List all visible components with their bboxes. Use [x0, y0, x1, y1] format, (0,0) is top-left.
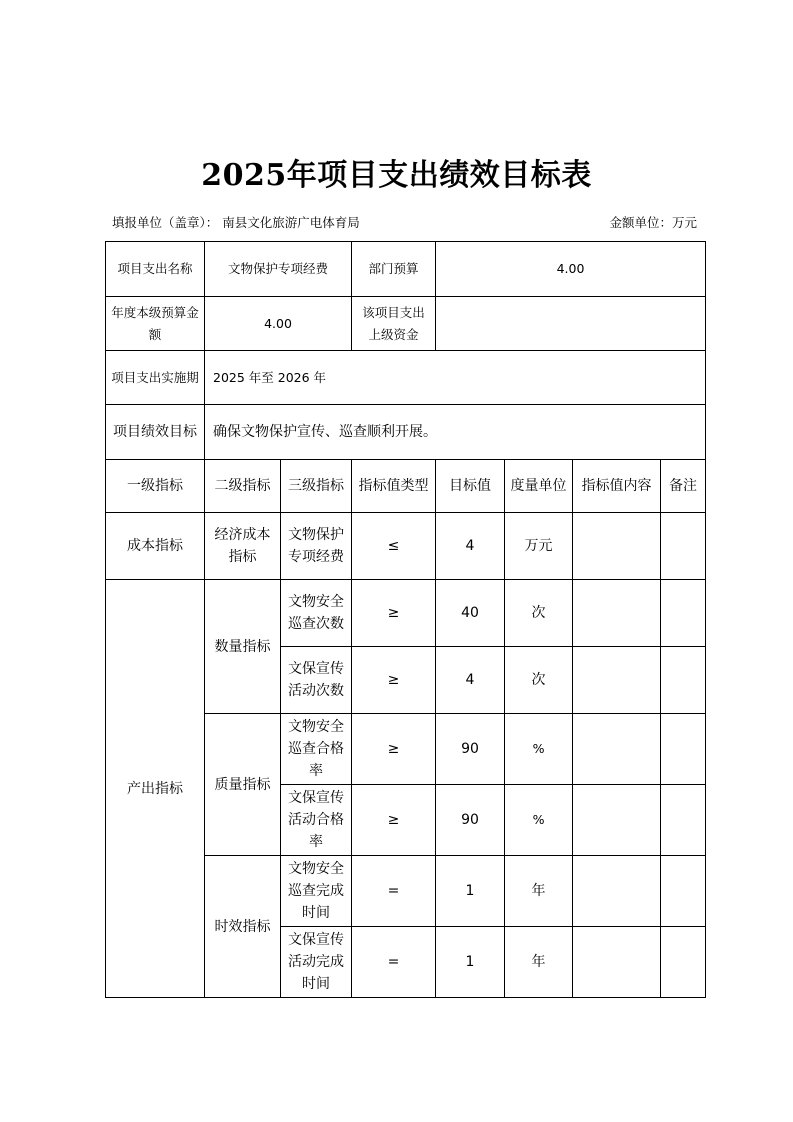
target-cell: 40: [436, 580, 505, 647]
filing-unit: [112, 213, 360, 231]
table-header-row: [106, 460, 706, 513]
level3-cell: 文物安全巡查完成时间: [281, 856, 352, 927]
project-name-value: 文物保护专项经费: [205, 242, 352, 297]
filing-unit-label: 填报单位（盖章）：: [112, 215, 219, 230]
output-indicator-label: 产出指标: [106, 580, 205, 998]
level3-cell: 文物安全巡查合格率: [281, 714, 352, 785]
header-level3: 三级指标: [281, 460, 352, 513]
table-row: [106, 513, 706, 580]
quantity-indicator-label: 数量指标: [205, 580, 281, 714]
value-type-cell: ≥: [352, 714, 436, 785]
target-cell: 4: [436, 513, 505, 580]
superior-funds-label: 该项目支出上级资金: [352, 297, 436, 351]
note-cell: [661, 927, 706, 998]
unit-cell: 年: [505, 927, 573, 998]
level3-cell: 文保宣传活动完成时间: [281, 927, 352, 998]
unit-cell: %: [505, 785, 573, 856]
goal-value: 确保文物保护宣传、巡查顺利开展。: [205, 405, 706, 460]
note-cell: [661, 856, 706, 927]
timeliness-indicator-label: 时效指标: [205, 856, 281, 998]
level3-cell: 文物安全巡查次数: [281, 580, 352, 647]
value-type-cell: =: [352, 856, 436, 927]
target-cell: 90: [436, 714, 505, 785]
unit-cell: 次: [505, 647, 573, 714]
project-name-label: 项目支出名称: [106, 242, 205, 297]
note-cell: [661, 647, 706, 714]
content-cell: [573, 927, 661, 998]
header-content: 指标值内容: [573, 460, 661, 513]
target-cell: 4: [436, 647, 505, 714]
period-label: 项目支出实施期: [106, 351, 205, 405]
value-type-cell: ≥: [352, 580, 436, 647]
header-unit: 度量单位: [505, 460, 573, 513]
filing-unit-value: 南县文化旅游广电体育局: [222, 215, 360, 230]
note-cell: [661, 513, 706, 580]
value-type-cell: =: [352, 927, 436, 998]
dept-budget-label: 部门预算: [352, 242, 436, 297]
header-target: 目标值: [436, 460, 505, 513]
unit-cell: %: [505, 714, 573, 785]
goal-label: 项目绩效目标: [106, 405, 205, 460]
content-cell: [573, 647, 661, 714]
quality-indicator-label: 质量指标: [205, 714, 281, 856]
header-level1: 一级指标: [106, 460, 205, 513]
dept-budget-value: 4.00: [436, 242, 706, 297]
target-cell: 1: [436, 927, 505, 998]
unit-cell: 万元: [505, 513, 573, 580]
annual-budget-label: 年度本级预算金额: [106, 297, 205, 351]
header-level2: 二级指标: [205, 460, 281, 513]
table-row: [106, 580, 706, 647]
target-cell: 1: [436, 856, 505, 927]
content-cell: [573, 856, 661, 927]
content-cell: [573, 785, 661, 856]
value-type-cell: ≤: [352, 513, 436, 580]
unit-cell: 次: [505, 580, 573, 647]
superior-funds-value: [436, 297, 706, 351]
note-cell: [661, 714, 706, 785]
value-type-cell: ≥: [352, 785, 436, 856]
cost-indicator-label: 成本指标: [106, 513, 205, 580]
period-value: 2025 年至 2026 年: [205, 351, 706, 405]
economic-cost-label: 经济成本指标: [205, 513, 281, 580]
amount-unit: 金额单位：万元: [609, 215, 697, 230]
note-cell: [661, 580, 706, 647]
header-value-type: 指标值类型: [352, 460, 436, 513]
content-cell: [573, 714, 661, 785]
target-cell: 90: [436, 785, 505, 856]
level3-cell: 文物保护专项经费: [281, 513, 352, 580]
content-cell: [573, 513, 661, 580]
level3-cell: 文保宣传活动次数: [281, 647, 352, 714]
document-title: 2025年项目支出绩效目标表: [201, 158, 592, 193]
value-type-cell: ≥: [352, 647, 436, 714]
note-cell: [661, 785, 706, 856]
performance-target-table: [105, 241, 706, 998]
annual-budget-value: 4.00: [205, 297, 352, 351]
level3-cell: 文保宣传活动合格率: [281, 785, 352, 856]
content-cell: [573, 580, 661, 647]
unit-cell: 年: [505, 856, 573, 927]
header-note: 备注: [661, 460, 706, 513]
